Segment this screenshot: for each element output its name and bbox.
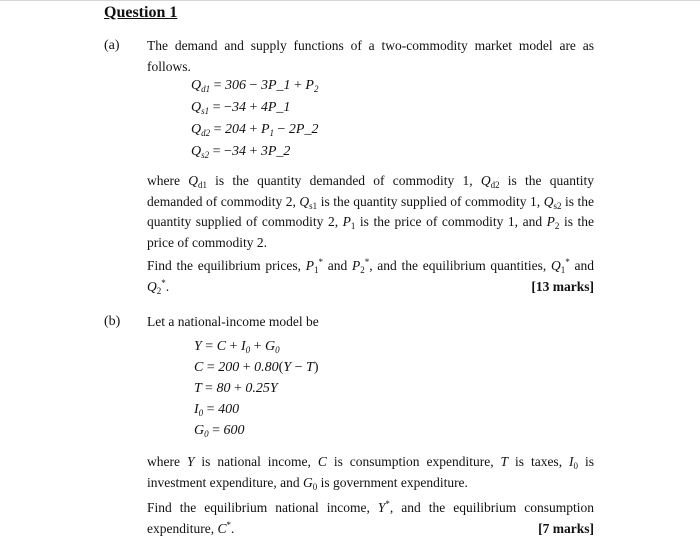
part-b-intro: Let a national-income model be [147,314,319,329]
part-a-task-text: Find the equilibrium prices, $P_1^*$ and $P_2^*$, and the equilibrium quantities, $Q_1^*$ and $Q_2^*$. [147,257,594,296]
equation-t: T = 80 + 0.25Y [194,381,278,396]
part-a-definitions: where $Q_{d1}$ is the quantity demanded of commodity 1, $Q_{d2}$ is the quantity demanded of commodity 2, $Q_{s1}$ is the quantity supplied of commodity 1, $Q_{s2}$ is the quantity supplied of commodity 2, $P_1$ is the price of commodity 1, and $P_2$ is the price of commodity 2. [147,173,595,250]
equation-c: C = 200 + 0.80(Y − T) [194,360,319,375]
equation-g0: $G_0 = 600$ [194,423,245,439]
equation-qd2: $Q_{d2} = 204 + P_1$ − 2P_2 [191,122,319,138]
part-a-label: (a) [104,38,120,53]
question-title: Question 1 [104,4,178,21]
part-a-intro: The demand and supply functions of a two-commodity market model are as follows. [147,38,594,74]
part-b-marks: [7 marks] [538,520,594,536]
equation-i0: $I_0 = 400$ [194,402,240,418]
part-b-task-text: Find the equilibrium national income, Y*, and the equilibrium consumption expenditure, C*. [147,499,594,536]
equation-qd1: $Q_{d1} = 306$ − 3P_1 + $P_2$ [191,78,319,94]
part-b-label: (b) [104,314,121,329]
equation-y: $Y = C + I_0 + G_0$ [194,339,280,355]
part-b-task [147,498,594,539]
equation-qs1: $Q_{s1} = -34$ + 4P_1 [191,100,291,116]
part-b-definitions: where Y is national income, C is consumption expenditure, T is taxes, $I_0$ is investment expenditure, and $G_0$ is government expenditure. [147,454,594,492]
equation-qs2: $Q_{s2} = -34$ + 3P_2 [191,144,291,160]
top-divider [0,0,700,1]
part-a-marks: [13 marks] [531,278,594,294]
part-a-task [147,256,594,297]
